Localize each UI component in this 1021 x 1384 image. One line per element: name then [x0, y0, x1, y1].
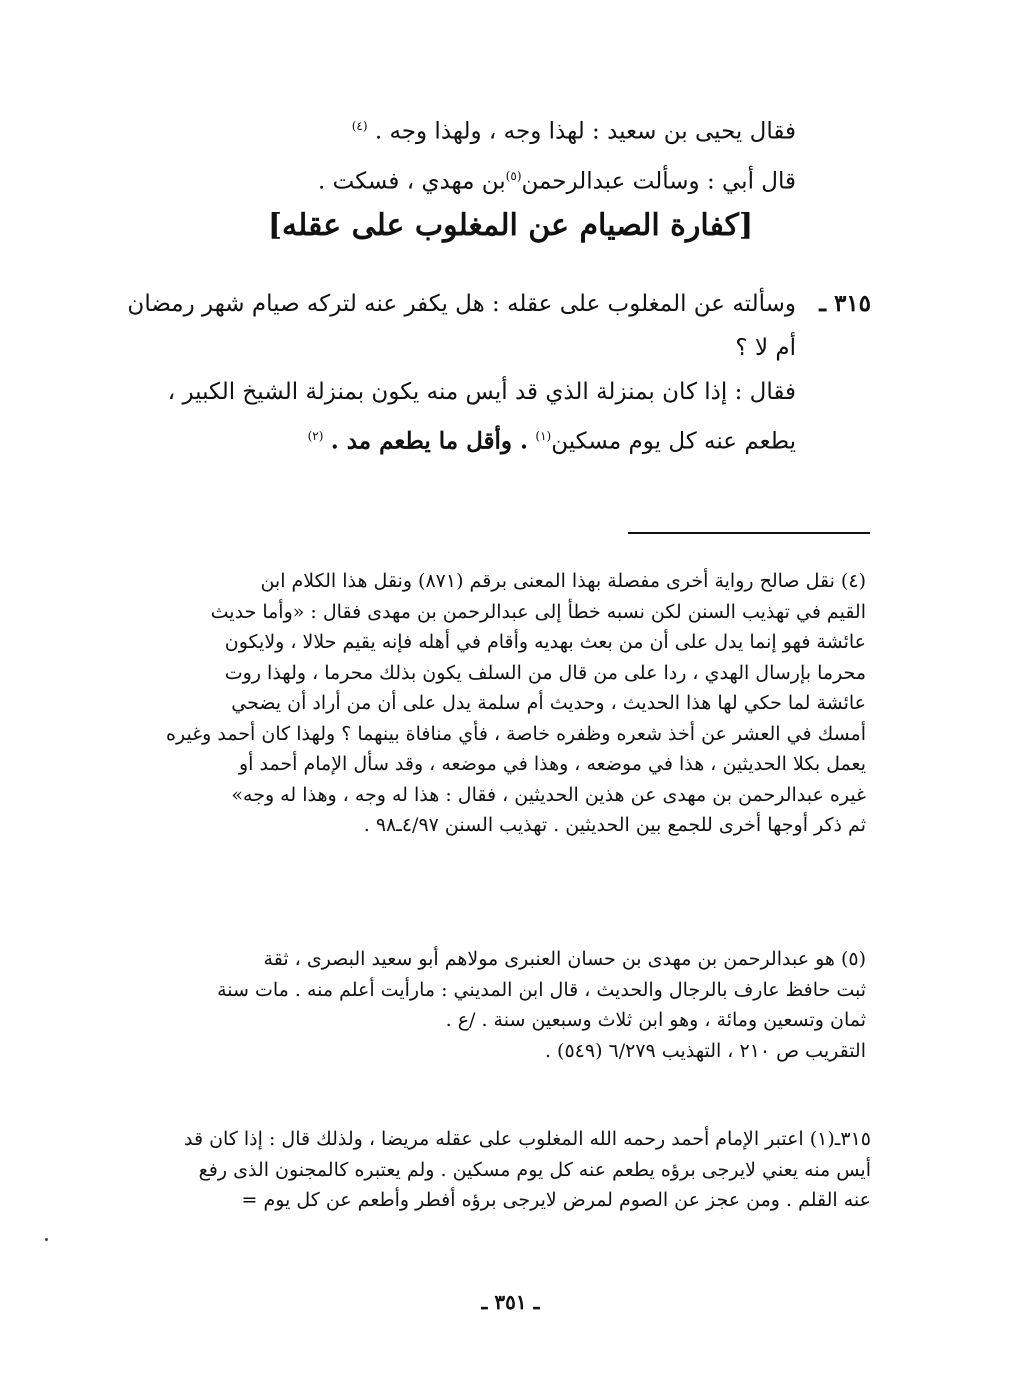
footnote-315-line: أيس منه يعني لايرجى برؤه يطعم عنه كل يوم مسكين . ولم يعتبره كالمجنون الذى رفع — [198, 1158, 871, 1181]
footnote-ref-2: (٢) — [307, 429, 324, 443]
top-text — [318, 104, 796, 203]
footnote-5 — [217, 944, 866, 1066]
top-line-2-text-b: بن مهدي ، فسكت . — [317, 168, 506, 195]
answer-line-1: فقال : إذا كان بمنزلة الذي قد أيس منه يكون بمنزلة الشيخ الكبير ، — [167, 379, 796, 405]
footnote-4 — [166, 566, 866, 841]
entry-number — [819, 282, 871, 326]
answer-line-2 — [127, 414, 796, 464]
footnote-4-line: محرما بإرسال الهدي ، ردا على من قال من السلف يكون بذلك محرما ، ولهذا روت — [224, 661, 866, 684]
question-line-1: وسألته عن المغلوب على عقله : هل يكفر عنه لتركه صيام شهر رمضان — [127, 291, 796, 317]
top-line-1 — [318, 104, 796, 154]
answer-line-2-text-b: . وأقل ما يطعم مد . — [330, 427, 529, 455]
scan-speck — [45, 1238, 48, 1241]
footnote-315-line: عنه القلم . ومن عجز عن الصوم لمرض لايرجى برؤه أفطر وأطعم عن كل يوم = — [241, 1189, 871, 1211]
footnote-4-line: عائشة لما حكي لها هذا الحديث ، وحديث أم سلمة يدل على أن من أراد أن يضحي — [231, 692, 866, 714]
footnote-4-line: ثم ذكر أوجها أخرى للجمع بين الحديثين . تهذيب السنن ٤/٩٧ـ٩٨ . — [363, 814, 866, 836]
footnote-5-line: ثمان وتسعين ومائة ، وهو ابن ثلاث وسبعين سنة . /ع . — [445, 1009, 866, 1031]
footnote-ref-4: (٤) — [351, 119, 368, 133]
entry-number-text: ٣١٥ ـ — [819, 290, 871, 317]
footnote-5-line: ثبت حافظ عارف بالرجال والحديث ، قال ابن المديني : مارأيت أعلم منه . مات سنة — [217, 978, 866, 1001]
entry-315-body — [127, 282, 796, 464]
footnote-4-line: غيره عبدالرحمن بن مهدى عن هذين الحديثين ، فقال : هذا له وجه ، وهذا له وجه» — [231, 783, 866, 806]
question-line-2: أم لا ؟ — [735, 335, 796, 361]
footnote-5-line: (٥) هو عبدالرحمن بن مهدى بن حسان العنبرى مولاهم أبو سعيد البصرى ، ثقة — [263, 948, 866, 970]
footnote-divider — [628, 532, 870, 534]
answer-line-2-text-a: يطعم عنه كل يوم مسكين — [551, 428, 796, 455]
footnote-4-line: عائشة فهو إنما يدل على أن من بعث بهديه وأقام في أهله فإنه يقيم حلالا ، ولايكون — [224, 631, 866, 653]
footnote-ref-5: (٥) — [505, 168, 522, 183]
footnote-315-line: ٣١٥ـ(١) اعتبر الإمام أحمد رحمه الله المغلوب على عقله مريضا ، ولذلك قال : إذا كان قد — [183, 1128, 871, 1150]
footnote-4-line: يعمل بكلا الحديثين ، هذا في موضعه ، وهذا في موضعه ، وقد سأل الإمام أحمد أو — [238, 753, 866, 775]
footnote-5-line: التقريب ص ٢١٠ ، التهذيب ٦/٢٧٩ (٥٤٩) . — [544, 1039, 866, 1062]
top-line-2-text-a: قال أبي : وسألت عبدالرحمن — [521, 168, 796, 195]
page-number: ـ ٣٥١ ـ — [481, 1290, 540, 1314]
top-line-1-text: فقال يحيى بن سعيد : لهذا وجه ، ولهذا وجه . — [374, 118, 796, 145]
footnote-315-1 — [184, 1124, 871, 1216]
footnote-4-line: (٤) نقل صالح رواية أخرى مفصلة بهذا المعنى برقم (٨٧١) ونقل هذا الكلام ابن — [260, 570, 866, 592]
footnote-ref-1: (١) — [535, 429, 552, 443]
footnote-4-line: القيم في تهذيب السنن لكن نسبه خطأ إلى عبدالرحمن بن مهدى فقال : «وأما حديث — [210, 600, 866, 623]
footnote-4-line: أمسك في العشر عن أخذ شعره وظفره خاصة ، فأي منافاة بينهما ؟ ولهذا كان أحمد وغيره — [166, 722, 866, 745]
top-line-2 — [318, 154, 796, 204]
section-heading: [كفارة الصيام عن المغلوب على عقله] — [267, 208, 754, 243]
